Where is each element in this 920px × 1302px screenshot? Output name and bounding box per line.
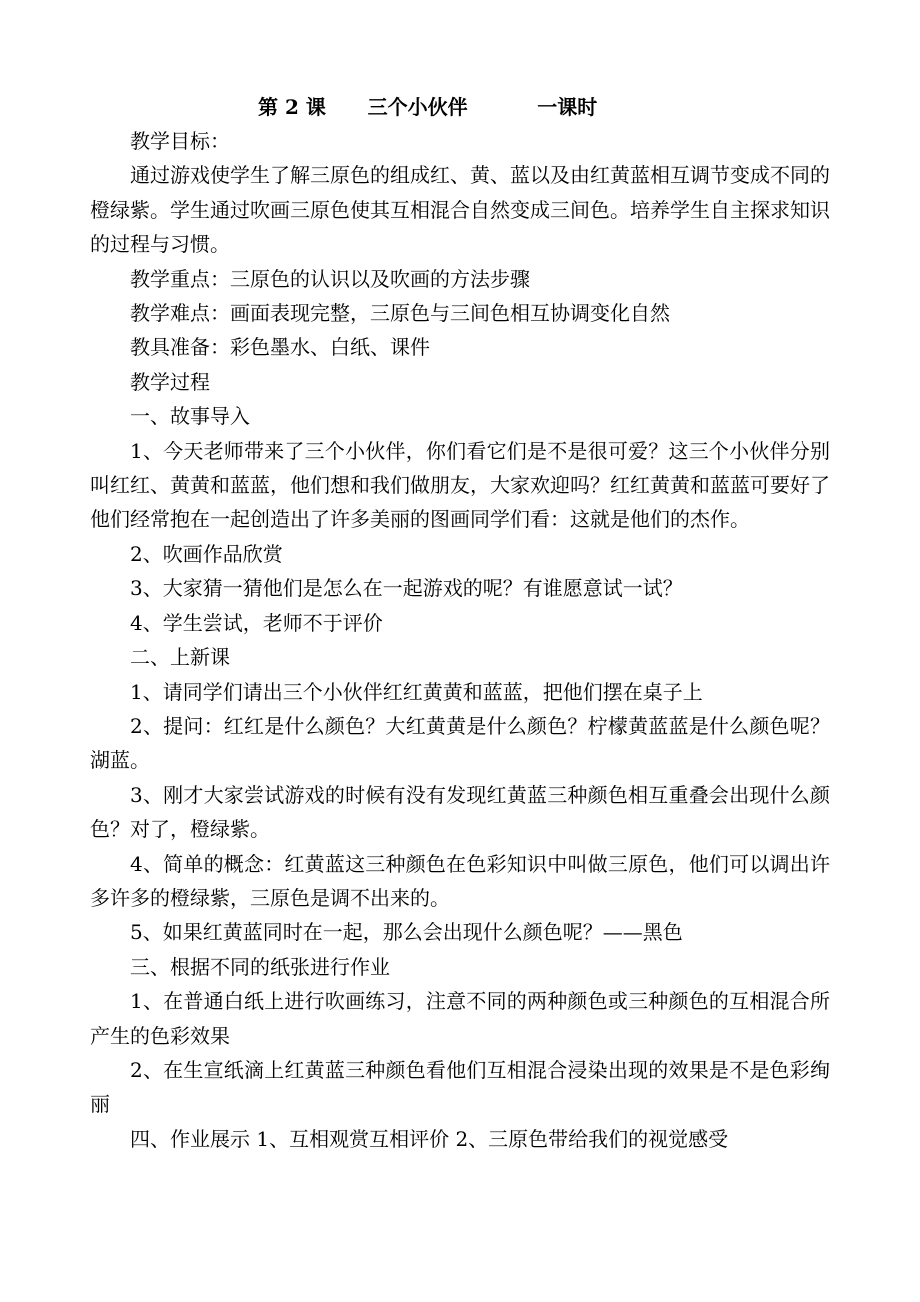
paragraph: 3、刚才大家尝试游戏的时候有没有发现红黄蓝三种颜色相互重叠会出现什么颜色？对了，橙绿紫。	[90, 782, 830, 842]
paragraph: 2、提问：红红是什么颜色？大红黄黄是什么颜色？柠檬黄蓝蓝是什么颜色呢？湖蓝。	[90, 713, 830, 773]
paragraph: 教学目标：	[130, 129, 230, 153]
paragraph: 三、根据不同的纸张进行作业	[130, 954, 390, 979]
paragraph: 1、请同学们请出三个小伙伴红红黄黄和蓝蓝，把他们摆在桌子上	[130, 679, 703, 704]
lesson-title: 第 2 课 三个小伙伴 一课时	[258, 95, 598, 119]
paragraph: 4、学生尝试，老师不于评价	[130, 610, 383, 635]
paragraph: 一、故事导入	[130, 404, 250, 429]
paragraph: 教学过程	[130, 369, 210, 394]
paragraph: 二、上新课	[130, 645, 230, 670]
paragraph: 4、简单的概念：红黄蓝这三种颜色在色彩知识中叫做三原色，他们可以调出许多许多的橙绿紫，三原色是调不出来的。	[90, 851, 830, 910]
paragraph: 教具准备：彩色墨水、白纸、课件	[130, 335, 430, 360]
paragraph: 教学重点：三原色的认识以及吹画的方法步骤	[130, 266, 530, 291]
paragraph: 四、作业展示 1、互相观赏互相评价 2、三原色带给我们的视觉感受	[130, 1126, 729, 1151]
paragraph: 2、吹画作品欣赏	[130, 541, 283, 566]
paragraph: 5、如果红黄蓝同时在一起，那么会出现什么颜色呢？——黑色	[130, 920, 683, 945]
document-page	[90, 90, 830, 1156]
paragraph: 教学难点：画面表现完整，三原色与三间色相互协调变化自然	[130, 301, 670, 326]
paragraph: 3、大家猜一猜他们是怎么在一起游戏的呢？有谁愿意试一试？	[130, 576, 683, 601]
paragraph: 1、今天老师带来了三个小伙伴，你们看它们是不是很可爱？这三个小伙伴分别叫红红、黄黄和蓝蓝，他们想和我们做朋友，大家欢迎吗？红红黄黄和蓝蓝可要好了他们经常抱在一起创造出了许多美丽的图画同学们看：这就是他们的杰作。	[90, 438, 830, 532]
paragraph: 通过游戏使学生了解三原色的组成红、黄、蓝以及由红黄蓝相互调节变成不同的橙绿紫。学生通过吹画三原色使其互相混合自然变成三间色。培养学生自主探求知识的过程与习惯。	[90, 163, 830, 257]
paragraph: 2、在生宣纸滴上红黄蓝三种颜色看他们互相混合浸染出现的效果是不是色彩绚丽	[90, 1057, 830, 1117]
paragraph: 1、在普通白纸上进行吹画练习，注意不同的两种颜色或三种颜色的互相混合所产生的色彩效果	[90, 989, 830, 1048]
